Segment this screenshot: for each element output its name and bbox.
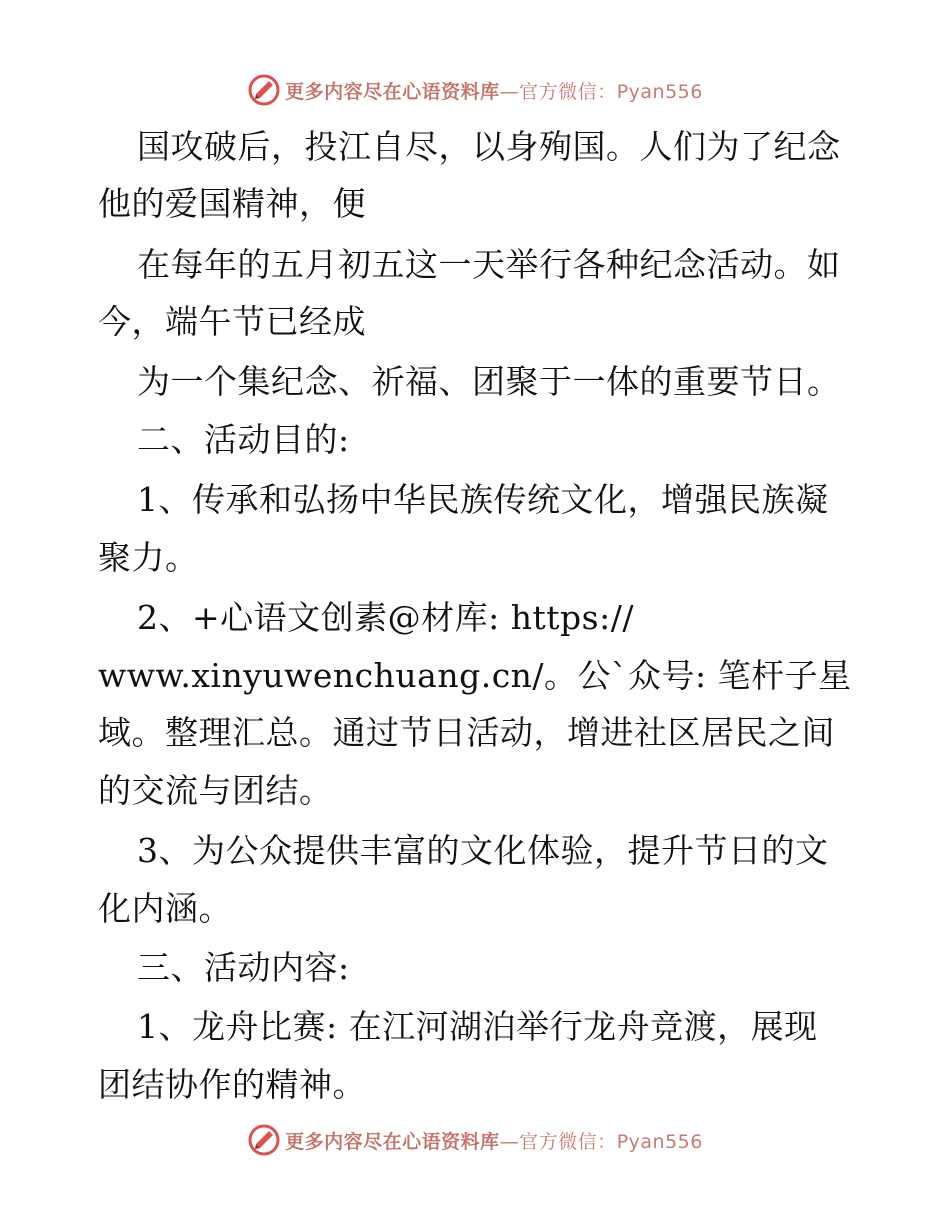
header-watermark-dash: — <box>499 80 520 103</box>
header-watermark-cn: 更多内容尽在心语资料库 <box>285 80 500 103</box>
body-line: 在每年的五月初五这一天举行各种纪念活动。如 <box>137 245 841 284</box>
body-line: 2、+心语文创素@材库: https:// <box>137 598 634 637</box>
footer-watermark-wechat-id: Pyan556 <box>616 1130 703 1153</box>
body-line: 1、龙舟比赛: 在江河湖泊举行龙舟竞渡，展现 <box>137 1007 818 1046</box>
body-line: 国攻破后，投江自尽，以身殉国。人们为了纪念 <box>137 127 841 166</box>
body-line: 化内涵。 <box>98 889 232 928</box>
body-line: 1、传承和弘扬中华民族传统文化，增强民族凝 <box>137 480 829 519</box>
section-heading: 二、活动目的: <box>137 420 350 459</box>
body-line: 3、为公众提供丰富的文化体验，提升节日的文 <box>137 831 829 870</box>
body-line: 域。整理汇总。通过节日活动，增进社区居民之间 <box>98 713 835 752</box>
footer-watermark-dash: — <box>499 1130 520 1153</box>
section-heading: 三、活动内容: <box>137 948 350 987</box>
footer-watermark-wechat-label: 官方微信： <box>519 1130 617 1153</box>
footer-watermark-text <box>285 1127 703 1154</box>
body-line: 的交流与团结。 <box>98 771 333 810</box>
body-line: 团结协作的精神。 <box>98 1065 366 1104</box>
body-line: www.xinyuwenchuang.cn/。公`众号: 笔杆子星 <box>98 656 852 695</box>
header-watermark-wechat-label: 官方微信： <box>519 80 617 103</box>
header-watermark-wechat-id: Pyan556 <box>616 80 703 103</box>
brand-logo-icon <box>247 1123 281 1157</box>
footer-watermark-cn: 更多内容尽在心语资料库 <box>285 1130 500 1153</box>
body-line: 他的爱国精神，便 <box>98 184 366 223</box>
body-line: 为一个集纪念、祈福、团聚于一体的重要节日。 <box>137 362 841 401</box>
footer-watermark <box>0 1120 950 1160</box>
body-line: 今，端午节已经成 <box>98 302 366 341</box>
body-line: 聚力。 <box>98 538 199 577</box>
